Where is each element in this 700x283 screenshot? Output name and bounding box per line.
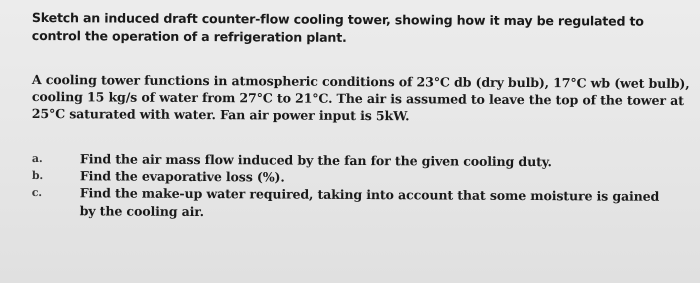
question-list (32, 150, 672, 224)
question-text: Find the make-up water required, taking into account that some moisture is gained by the cooling air. (79, 185, 660, 220)
intro-paragraph: Sketch an induced draft counter-flow cooling tower, showing how it may be regulated to control the operation of a refrigeration plant. (31, 9, 644, 45)
question-text: Find the evaporative loss (%). (79, 168, 285, 185)
problem-statement: A cooling tower functions in atmospheric conditions of 23°C db (dry bulb), 17°C wb (wet bulb), cooling 15 kg/s of water from 27°C to 21°C. The air is assumed to leave the top of the tower at 25°C saturated with water. Fan air power input is 5kW. (31, 71, 690, 124)
question-letter: b. (31, 168, 44, 183)
question-letter: c. (31, 185, 43, 200)
question-letter: a. (31, 151, 43, 166)
question-item (32, 184, 672, 224)
question-text: Find the air mass flow induced by the fan for the given cooling duty. (79, 151, 552, 170)
